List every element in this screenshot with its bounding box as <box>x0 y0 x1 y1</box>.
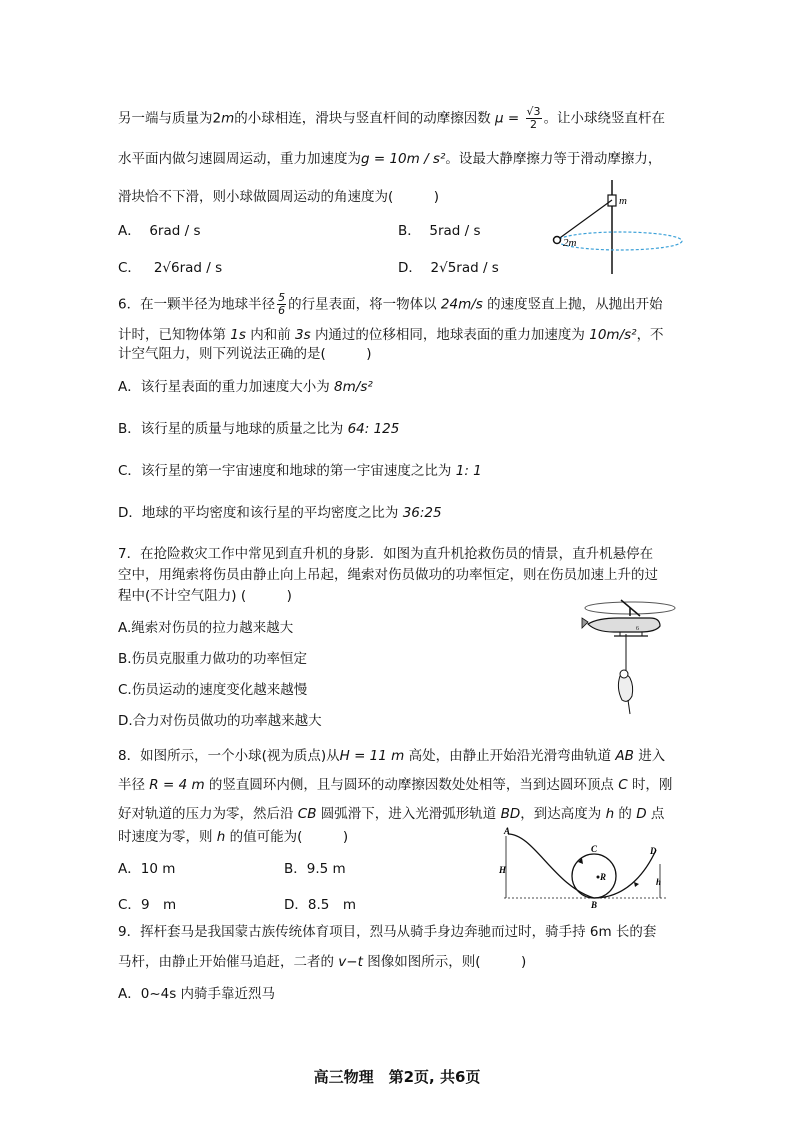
q6-fraction: $\frac{5}{6}$ <box>278 291 286 317</box>
q5-option-b: B． 5rad / s <box>398 223 481 239</box>
q9-line2: 马杆，由静止开始催马追赶，二者的 v−t 图像如图所示，则( ) <box>118 954 527 970</box>
q5-line3: 滑块恰不下滑，则小球做圆周运动的角速度为( ) <box>118 189 440 205</box>
label-C: C <box>591 844 598 854</box>
label-D: D <box>650 846 657 856</box>
page-footer: 高三物理 第2页, 共6页 <box>313 1068 481 1086</box>
helicopter-figure <box>578 596 678 716</box>
q5-line2: 水平面内做匀速圆周运动，重力加速度为g = 10m / s²。设最大静摩擦力等于滑动摩擦力， <box>118 151 662 167</box>
ball <box>554 237 561 244</box>
q8-option-c: C．9 m <box>118 897 177 913</box>
label-R: R <box>600 872 607 882</box>
track-figure <box>494 826 674 910</box>
label-m: m <box>619 195 627 207</box>
q8-line2: 半径 R = 4 m 的竖直圆环内侧，且与圆环的动摩擦因数处处相等，当到达圆环顶点 C 时，刚 <box>118 777 673 793</box>
q7-option-c: C.伤员运动的速度变化越来越慢 <box>118 682 308 698</box>
rescuee <box>618 674 632 701</box>
q6-option-d: D．地球的平均密度和该行星的平均密度之比为 36:25 <box>118 505 442 521</box>
q5-option-d: D． 2√5rad / s <box>398 260 499 276</box>
q7-line3: 程中(不计空气阻力) ( ) <box>118 588 292 604</box>
q5-figure <box>548 178 688 278</box>
q6-line3: 计空气阻力，则下列说法正确的是( ) <box>118 346 372 362</box>
track-path <box>508 834 656 898</box>
label-H: H <box>499 865 507 875</box>
q8-line4: 时速度为零，则 h 的值可能为( ) <box>118 829 349 845</box>
mu-fraction: $\frac{√3}{2}$ <box>526 105 541 131</box>
q7-option-d: D.合力对伤员做功的功率越来越大 <box>118 713 322 729</box>
q6-option-a: A．该行星表面的重力加速度大小为 8m/s² <box>118 379 373 395</box>
q8-option-a: A．10 m <box>118 861 176 877</box>
q5-option-c: C． 2√6rad / s <box>118 260 223 276</box>
q7-line2: 空中，用绳索将伤员由静止向上吊起，绳索对伤员做功的功率恒定，则在伤员加速上升的过 <box>118 567 658 583</box>
helicopter-body <box>588 618 660 632</box>
q9-line1: 9．挥杆套马是我国蒙古族传统体育项目，烈马从骑手身边奔驰而过时，骑手持 6m 长的套 <box>118 924 657 940</box>
orbit-ellipse <box>558 232 682 250</box>
label-B: B <box>591 900 598 910</box>
q8-line3: 好对轨道的压力为零，然后沿 CB 圆弧滑下，进入光滑弧形轨道 BD，到达高度为 h 的 D 点 <box>118 806 665 822</box>
q6-line2: 计时，已知物体第 1s 内和前 3s 内通过的位移相同，地球表面的重力加速度为 10m/s²，不 <box>118 327 664 343</box>
q7-option-b: B.伤员克服重力做功的功率恒定 <box>118 651 308 667</box>
loop-circle <box>572 854 616 898</box>
q6-line1: 6．在一颗半径为地球半径 $\frac{5}{6}$ 的行星表面，将一物体以 24m/s 的速度竖直上抛，从抛出开始 <box>118 291 663 317</box>
q8-option-d: D．8.5 m <box>284 897 357 913</box>
q6-option-c: C．该行星的第一宇宙速度和地球的第一宇宙速度之比为 1: 1 <box>118 463 482 479</box>
label-2m: 2m <box>563 237 577 249</box>
q5-line1: 另一端与质量为2m的小球相连，滑块与竖直杆间的动摩擦因数 μ = $\frac{√3}{2}$ 。让小球绕竖直杆在 <box>118 105 666 131</box>
label-h: h <box>656 877 662 887</box>
q8-option-b: B．9.5 m <box>284 861 346 877</box>
q7-option-a: A.绳索对伤员的拉力越来越大 <box>118 620 294 636</box>
q6-option-b: B．该行星的质量与地球的质量之比为 64: 125 <box>118 421 400 437</box>
q9-option-a: A．0~4s 内骑手靠近烈马 <box>118 986 276 1002</box>
q5-option-a: A． 6rad / s <box>118 223 201 239</box>
q7-line1: 7．在抢险救灾工作中常见到直升机的身影．如图为直升机抢救伤员的情景，直升机悬停在 <box>118 546 654 562</box>
svg-text:6: 6 <box>636 626 639 632</box>
q8-line1: 8．如图所示，一个小球(视为质点)从H = 11 m 高处，由静止开始沿光滑弯曲轨道 AB 进入 <box>118 748 666 764</box>
label-A: A <box>504 826 511 836</box>
